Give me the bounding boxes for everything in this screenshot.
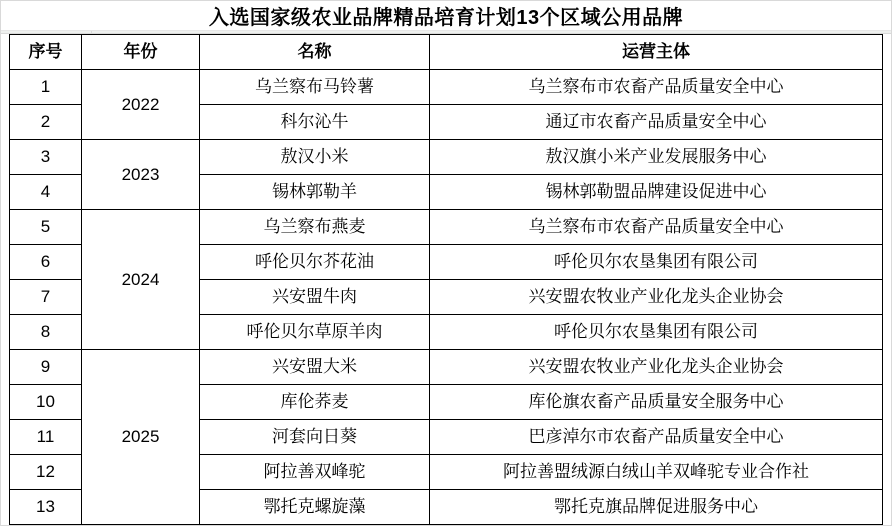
- spacer-cell-right: [92, 31, 891, 33]
- cell-operator: 乌兰察布市农畜产品质量安全中心: [430, 70, 883, 105]
- cell-year: 2025: [82, 350, 200, 525]
- cell-operator: 锡林郭勒盟品牌建设促进中心: [430, 175, 883, 210]
- cell-name: 呼伦贝尔芥花油: [200, 245, 430, 280]
- title-row: [1, 1, 891, 31]
- cell-operator: 兴安盟农牧业产业化龙头企业协会: [430, 280, 883, 315]
- cell-name: 库伦荞麦: [200, 385, 430, 420]
- table-row: [10, 350, 883, 385]
- cell-no: 9: [10, 350, 82, 385]
- cell-no: 6: [10, 245, 82, 280]
- header-no: 序号: [10, 35, 82, 70]
- cell-no: 10: [10, 385, 82, 420]
- table-row: [10, 210, 883, 245]
- table-body: [10, 70, 883, 525]
- table-row: [10, 70, 883, 105]
- cell-operator: 兴安盟农牧业产业化龙头企业协会: [430, 350, 883, 385]
- header-operator: 运营主体: [430, 35, 883, 70]
- cell-no: 13: [10, 490, 82, 525]
- cell-name: 鄂托克螺旋藻: [200, 490, 430, 525]
- cell-no: 2: [10, 105, 82, 140]
- cell-name: 敖汉小米: [200, 140, 430, 175]
- cell-year: 2023: [82, 140, 200, 210]
- cell-operator: 鄂托克旗品牌促进服务中心: [430, 490, 883, 525]
- cell-name: 锡林郭勒羊: [200, 175, 430, 210]
- cell-operator: 通辽市农畜产品质量安全中心: [430, 105, 883, 140]
- table-header-row: [10, 35, 883, 70]
- cell-operator: 乌兰察布市农畜产品质量安全中心: [430, 210, 883, 245]
- cell-operator: 阿拉善盟绒源白绒山羊双峰驼专业合作社: [430, 455, 883, 490]
- spacer-cell-left: [1, 31, 92, 33]
- cell-name: 乌兰察布马铃薯: [200, 70, 430, 105]
- cell-name: 兴安盟牛肉: [200, 280, 430, 315]
- cell-operator: 呼伦贝尔农垦集团有限公司: [430, 245, 883, 280]
- cell-name: 乌兰察布燕麦: [200, 210, 430, 245]
- cell-year: 2022: [82, 70, 200, 140]
- cell-no: 8: [10, 315, 82, 350]
- header-year: 年份: [82, 35, 200, 70]
- cell-no: 12: [10, 455, 82, 490]
- cell-no: 1: [10, 70, 82, 105]
- cell-no: 3: [10, 140, 82, 175]
- cell-name: 河套向日葵: [200, 420, 430, 455]
- cell-year: 2024: [82, 210, 200, 350]
- cell-operator: 敖汉旗小米产业发展服务中心: [430, 140, 883, 175]
- cell-operator: 巴彦淖尔市农畜产品质量安全中心: [430, 420, 883, 455]
- header-name: 名称: [200, 35, 430, 70]
- cell-name: 兴安盟大米: [200, 350, 430, 385]
- page-title: 入选国家级农业品牌精品培育计划13个区域公用品牌: [208, 7, 684, 29]
- cell-name: 阿拉善双峰驼: [200, 455, 430, 490]
- cell-no: 5: [10, 210, 82, 245]
- cell-no: 11: [10, 420, 82, 455]
- table-row: [10, 140, 883, 175]
- cell-no: 7: [10, 280, 82, 315]
- cell-operator: 呼伦贝尔农垦集团有限公司: [430, 315, 883, 350]
- table-container: [1, 34, 891, 525]
- cell-no: 4: [10, 175, 82, 210]
- cell-name: 呼伦贝尔草原羊肉: [200, 315, 430, 350]
- cell-name: 科尔沁牛: [200, 105, 430, 140]
- cell-operator: 库伦旗农畜产品质量安全服务中心: [430, 385, 883, 420]
- brands-table: [9, 34, 883, 525]
